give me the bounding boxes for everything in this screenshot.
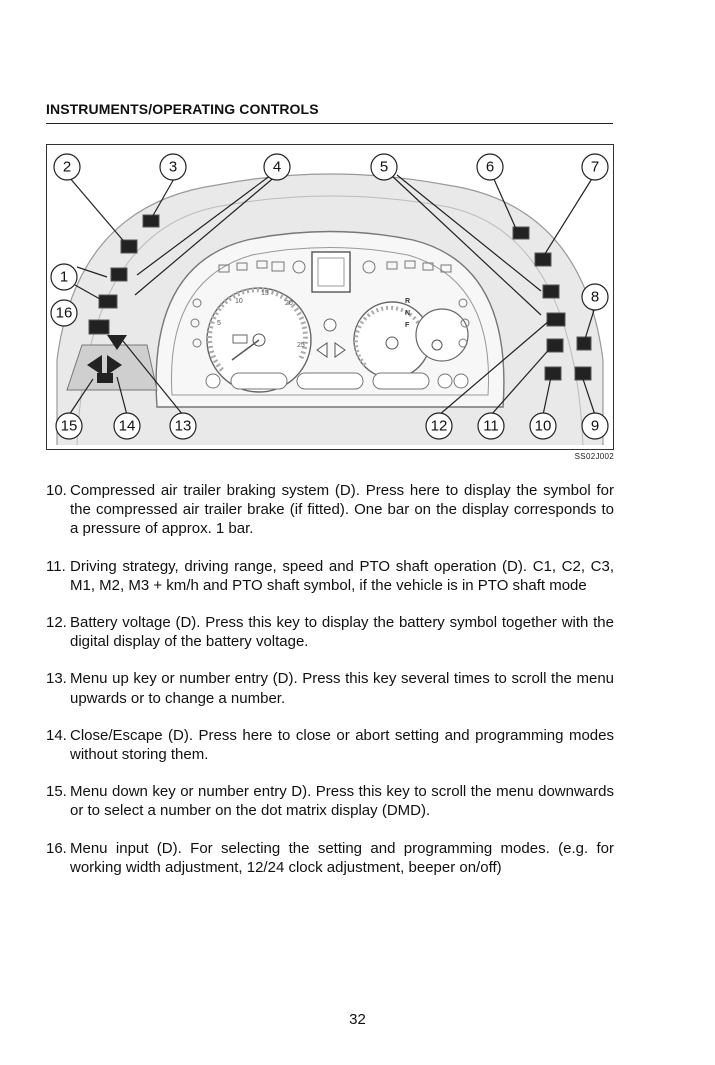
gear-label-n: N bbox=[405, 310, 411, 317]
fuel-gauge bbox=[416, 309, 468, 361]
callout-15 bbox=[56, 413, 82, 439]
callout-13 bbox=[170, 413, 196, 439]
list-item-12: 12. Battery voltage (D). Press this key to display the battery symbol together with the digital display of the battery voltage. bbox=[46, 614, 614, 651]
callout-1 bbox=[51, 264, 77, 290]
callout-6 bbox=[477, 154, 503, 180]
list-item-11: 11. Driving strategy, driving range, speed and PTO shaft operation (D). C1, C2, C3, M1, M2, M3 + km/h and PTO shaft symbol, if the vehicle is in PTO shaft mode bbox=[46, 557, 614, 594]
svg-text:2: 2 bbox=[62, 158, 72, 176]
svg-text:1: 1 bbox=[59, 268, 69, 286]
callout-7 bbox=[582, 154, 608, 180]
list-item-10: 10. Compressed air trailer braking system (D). Press here to display the symbol for the compressed air trailer brake (if fitted). One bar on the display corresponds to a pressure of approx. 1 bar. bbox=[46, 482, 614, 538]
svg-text:11: 11 bbox=[483, 417, 499, 435]
svg-text:13: 13 bbox=[174, 417, 192, 435]
list-item-15: 15. Menu down key or number entry D). Press this key to scroll the menu downwards or to select a number on the dot matrix display (DMD). bbox=[46, 783, 614, 820]
callout-12 bbox=[426, 413, 452, 439]
svg-text:6: 6 bbox=[485, 158, 495, 176]
header-rule bbox=[46, 123, 613, 124]
speedo-tick-25: 25 bbox=[297, 342, 305, 349]
section-title: INSTRUMENTS/OPERATING CONTROLS bbox=[46, 101, 319, 117]
control-descriptions bbox=[46, 481, 614, 895]
callout-2 bbox=[54, 154, 80, 180]
speedo-tick-15: 15 bbox=[261, 290, 269, 297]
gear-label-r: R bbox=[405, 298, 411, 305]
instrument-panel-figure bbox=[46, 144, 614, 450]
callout-16 bbox=[51, 300, 77, 326]
callout-3 bbox=[160, 154, 186, 180]
svg-text:9: 9 bbox=[590, 417, 600, 435]
callout-5 bbox=[371, 154, 397, 180]
svg-text:15: 15 bbox=[60, 417, 78, 435]
svg-text:4: 4 bbox=[272, 158, 282, 176]
speedo-tick-20: 20 bbox=[285, 300, 293, 307]
callout-8 bbox=[582, 284, 608, 310]
svg-text:10: 10 bbox=[534, 417, 552, 435]
svg-text:3: 3 bbox=[168, 158, 178, 176]
callout-14 bbox=[114, 413, 140, 439]
svg-text:5: 5 bbox=[379, 158, 389, 176]
svg-text:8: 8 bbox=[590, 288, 600, 306]
callout-11 bbox=[478, 413, 504, 439]
svg-text:7: 7 bbox=[590, 158, 600, 176]
gear-label-f: F bbox=[405, 322, 410, 329]
list-item-16: 16. Menu input (D). For selecting the setting and programming modes. (e.g. for working width adjustment, 12/24 clock adjustment, beeper on/off) bbox=[46, 839, 614, 876]
svg-text:12: 12 bbox=[430, 417, 448, 435]
figure-code: SS02J002 bbox=[574, 452, 614, 461]
callout-9 bbox=[582, 413, 608, 439]
list-item-14: 14. Close/Escape (D). Press here to close or abort setting and programming modes without storing them. bbox=[46, 726, 614, 764]
page-number: 32 bbox=[349, 1011, 366, 1028]
svg-text:14: 14 bbox=[118, 417, 136, 435]
page-header bbox=[46, 101, 613, 124]
speedo-tick-5: 5 bbox=[217, 320, 221, 327]
instrument-panel-drawing bbox=[47, 145, 613, 449]
callout-4 bbox=[264, 154, 290, 180]
speedo-tick-10: 10 bbox=[235, 298, 243, 305]
svg-text:16: 16 bbox=[55, 304, 73, 322]
callout-10 bbox=[530, 413, 556, 439]
list-item-13: 13. Menu up key or number entry (D). Press this key several times to scroll the menu upwards or to change a number. bbox=[46, 670, 614, 707]
